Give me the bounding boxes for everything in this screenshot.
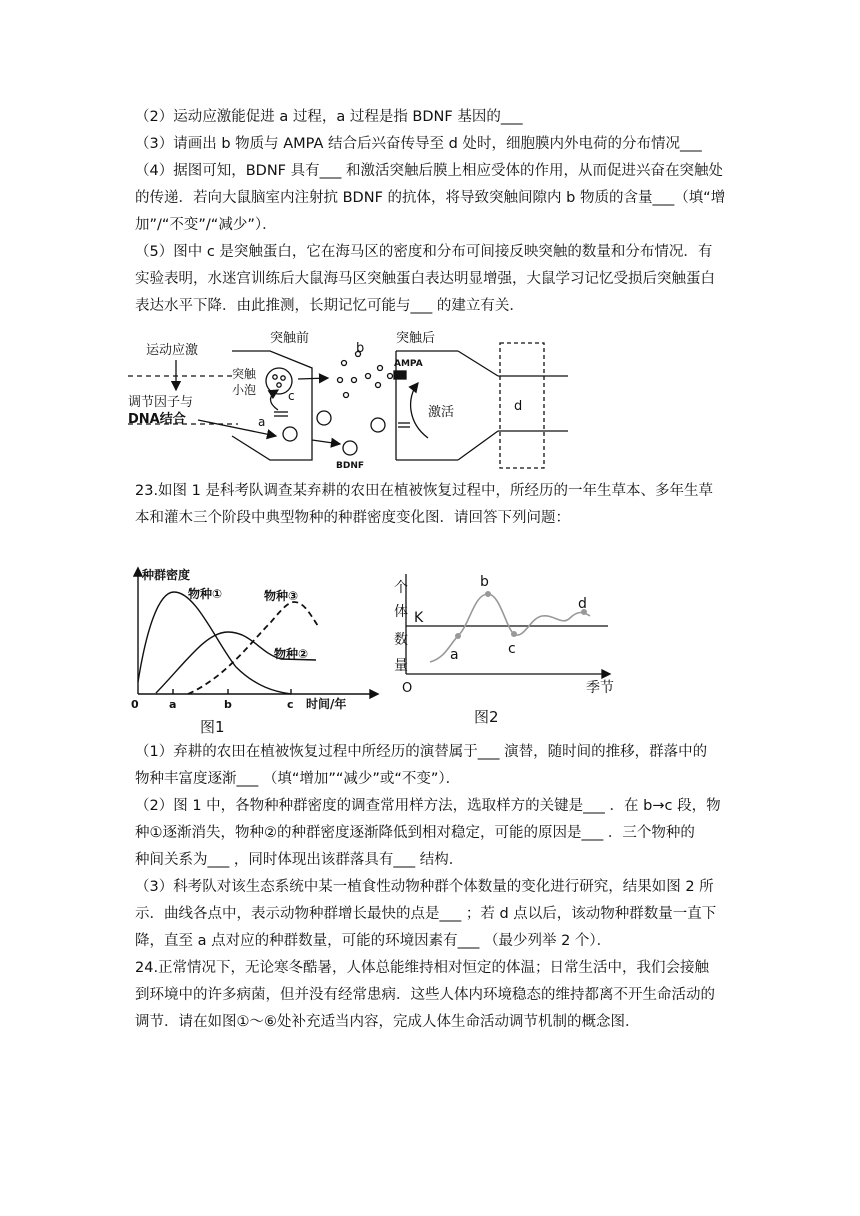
label-ampa: AMPA [394,359,423,369]
point-a [455,633,461,639]
q22-line-8: 表达水平下降．由此推测，长期记忆可能与___ 的建立有关． [135,298,524,314]
label-d: d [514,399,523,414]
q23-answer-line-2: 物种丰富度逐渐___ （填“增加”“减少”或“不变”）． [135,771,461,787]
label-factor-2: DNA结合 [128,412,186,427]
fig2-ylabel-3: 数 [394,632,408,648]
fig1-caption: 图1 [200,718,225,736]
fig2-ylabel-4: 量 [394,658,408,674]
q23-answer-line-7: 示．曲线各点中，表示动物种群增长最快的点是___ ；若 d 点以后，该动物种群数量一直下 [135,906,717,922]
curve-species-2 [156,632,316,693]
label-factor-1: 调节因子与 [128,395,194,410]
q23-answer-line-6: （3）科考队对该生态系统中某一植食性动物种群个体数量的变化进行研究，结果如图 2 所 [135,879,714,895]
q22-line-1: （2）运动应激能促进 a 过程，a 过程是指 BDNF 基因的___ [135,109,523,125]
q23-line-1: 23.如图 1 是科考队调查某弃耕的农田在植被恢复过程中，所经历的一年生草本、多年生草 [135,483,713,499]
fig2-label-d: d [578,596,587,612]
label-presynaptic: 突触前 [270,331,310,346]
fig2-k-label: K [414,610,424,626]
label-a: a [258,415,266,429]
fig1-tick-a: a [169,698,177,711]
fig2-ylabel-2: 体 [394,604,408,620]
figure-1-population-density [126,562,388,738]
point-b [485,591,491,597]
q23-answer-line-1: （1）弃耕的农田在植被恢复过程中所经历的演替属于___ 演替，随时间的推移，群落中的 [135,744,708,760]
fig1-ylabel: 种群密度 [142,568,191,582]
label-activate: 激活 [428,405,455,420]
label-b: b [356,341,365,356]
q22-line-4: 的传递．若向大鼠脑室内注射抗 BDNF 的抗体，将导致突触间隙内 b 物质的含量___（填“增 [135,190,726,206]
point-c [511,631,517,637]
q23-answer-line-4: 种①逐渐消失，物种②的种群密度逐渐降低到相对稳定，可能的原因是___ ．三个物种的 [135,825,695,841]
q24-line-1: 24.正常情况下，无论寒冬酷暑，人体总能维持相对恒定的体温；日常生活中，我们会接触 [135,960,710,976]
label-c: c [288,389,295,403]
fig2-label-a: a [450,647,459,663]
fig1-xlabel: 时间/年 [306,697,347,711]
fig1-tick-b: b [224,698,232,711]
fig1-origin: 0 [131,698,139,711]
q23-answer-line-3: （2）图 1 中，各物种种群密度的调查常用样方法，选取样方的关键是___ ．在 b→c 段，物 [135,798,721,814]
q22-line-5: 加”/“不变”/“减少”）． [135,217,277,233]
bdnf-icon [343,441,357,455]
fig2-caption: 图2 [474,708,499,726]
q24-line-2: 到环境中的许多病菌，但并没有经常患病．这些人体内环境稳态的维持都离不开生命活动的 [135,987,715,1003]
fig1-species-1-label: 物种① [188,587,223,601]
label-vesicle-2: 小泡 [232,383,257,397]
q23-answer-line-5: 种间关系为___ ，同时体现出该群落具有___ 结构． [135,852,464,868]
q22-line-3: （4）据图可知，BDNF 具有___ 和激活突触后膜上相应受体的作用，从而促进兴奋在突触处 [135,163,723,179]
figure-2-population-size [390,566,630,730]
fig2-label-b: b [480,574,489,590]
fig2-origin: O [402,681,413,696]
label-stress: 运动应激 [146,343,199,358]
label-bdnf: BDNF [336,461,365,471]
q22-line-6: （5）图中 c 是突触蛋白，它在海马区的密度和分布可间接反映突触的数量和分布情况．有 [135,244,713,260]
q22-line-7: 实验表明，水迷宫训练后大鼠海马区突触蛋白表达明显增强，大鼠学习记忆受损后突触蛋白 [135,271,715,287]
label-postsynaptic: 突触后 [396,331,436,346]
fig1-species-2-label: 物种② [274,647,309,661]
label-vesicle-1: 突触 [232,367,257,381]
q22-line-2: （3）请画出 b 物质与 AMPA 结合后兴奋传导至 d 处时，细胞膜内外电荷的分布情况___ [135,136,702,152]
fig1-tick-c: c [287,698,294,711]
q24-line-3: 调节．请在如图①～⑥处补充适当内容，完成人体生命活动调节机制的概念图． [135,1014,640,1030]
synapse-diagram [128,328,578,473]
fig1-species-3-label: 物种③ [264,589,299,603]
fig2-xlabel: 季节 [586,680,614,696]
q23-line-2: 本和灌木三个阶段中典型物种的种群密度变化图．请回答下列问题： [135,510,570,526]
ampa-receptor [394,371,406,379]
fig2-label-c: c [508,641,516,657]
q23-answer-line-8: 降，直至 a 点对应的种群数量，可能的环境因素有___ （最少列举 2 个）． [135,933,612,949]
fig2-ylabel-1: 个 [394,580,408,596]
